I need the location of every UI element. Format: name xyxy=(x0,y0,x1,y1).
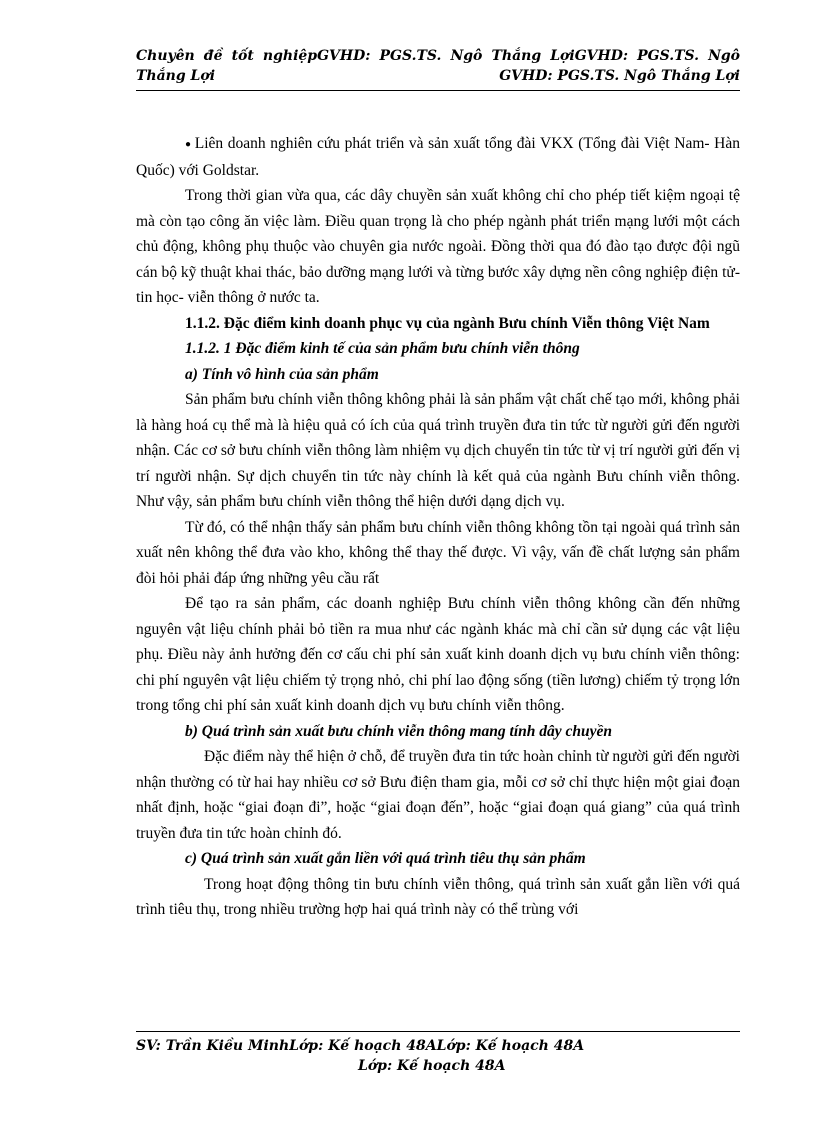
document-body xyxy=(136,131,740,923)
bullet-paragraph xyxy=(136,131,740,183)
paragraph-intangible-product: Sản phẩm bưu chính viễn thông không phải là sản phẩm vật chất chế tạo mới, không phải là hàng hoá cụ thể mà là hiệu quả có ích của quá trình truyền đưa tin tức từ người gửi đến người nhận. Các cơ sở bưu chính viễn thông làm nhiệm vụ dịch chuyển tin tức từ vị trí người gửi đến vị trí người nhận. Sự dịch chuyển tin tức này chính là kết quả của ngành Bưu chính viễn thông. Như vậy, sản phẩm bưu chính viễn thông thể hiện dưới dạng dịch vụ. xyxy=(136,391,740,510)
paragraph-chain-process: Đặc điểm này thể hiện ở chỗ, để truyền đưa tin tức hoàn chỉnh từ người gửi đến người nhận thường có từ hai hay nhiều cơ sở Bưu điện tham gia, mỗi cơ sở chỉ thực hiện một giai đoạn nhất định, hoặc “giai đoạn đi”, hoặc “giai đoạn đến”, hoặc “giai đoạn quá giang” của quá trình truyền đưa tin tức hoàn chỉnh đó. xyxy=(136,748,740,842)
footer-line-1: SV: Trần Kiều MinhLớp: Kế hoạch 48ALớp: Kế hoạch 48A xyxy=(136,1038,585,1054)
subsection-heading: 1.1.2. 1 Đặc điểm kinh tế của sản phẩm bưu chính viễn thông xyxy=(185,340,580,357)
page-header xyxy=(136,46,740,86)
header-line-2-right: GVHD: PGS.TS. Ngô Thắng Lợi xyxy=(499,68,740,84)
paragraph-cost-structure: Để tạo ra sản phẩm, các doanh nghiệp Bưu chính viễn thông không cần đến những nguyên vật liệu chính phải bỏ tiền ra mua như các ngành khác mà chỉ cần sử dụng các vật liệu phụ. Điều này ảnh hưởng đến cơ cấu chi phí sản xuất kinh doanh dịch vụ bưu chính viễn thông: chi phí nguyên vật liệu chiếm tỷ trọng nhỏ, chi phí lao động sống (tiền lương) chiếm tỷ trọng lớn trong tổng chi phí sản xuất kinh doanh dịch vụ bưu chính viễn thông. xyxy=(136,595,740,714)
section-heading: 1.1.2. Đặc điểm kinh doanh phục vụ của ngành Bưu chính Viễn thông Việt Nam xyxy=(185,314,710,332)
point-heading-a: a) Tính vô hình của sản phẩm xyxy=(185,365,379,383)
bullet-text: Liên doanh nghiên cứu phát triển và sản xuất tổng đài VKX (Tổng đài Việt Nam- Hàn Quốc) với Goldstar. xyxy=(136,135,740,179)
paragraph-production-consumption: Trong hoạt động thông tin bưu chính viễn thông, quá trình sản xuất gắn liền với quá trình tiêu thụ, trong nhiều trường hợp hai quá trình này có thể trùng với xyxy=(136,875,740,918)
header-divider xyxy=(136,90,740,91)
page-footer xyxy=(136,1036,740,1076)
footer-line-2: Lớp: Kế hoạch 48A xyxy=(358,1058,506,1074)
bullet-icon: ● xyxy=(185,139,192,150)
footer-divider xyxy=(136,1031,740,1032)
header-line-2-left: Thắng Lợi xyxy=(136,68,216,84)
header-line-1: Chuyên đề tốt nghiệpGVHD: PGS.TS. Ngô Thắng LợiGVHD: PGS.TS. Ngô xyxy=(136,48,740,64)
point-heading-c: c) Quá trình sản xuất gắn liền với quá trình tiêu thụ sản phẩm xyxy=(185,850,586,867)
header-line-2 xyxy=(136,66,740,86)
point-heading-b: b) Quá trình sản xuất bưu chính viễn thông mang tính dây chuyền xyxy=(185,722,613,740)
paragraph-no-storage: Từ đó, có thể nhận thấy sản phẩm bưu chính viễn thông không tồn tại ngoài quá trình sản xuất nên không thể đưa vào kho, không thể thay thế được. Vì vậy, vấn đề chất lượng sản phẩm đòi hỏi phải đáp ứng những yêu cầu rất xyxy=(136,518,740,587)
paragraph-production-lines: Trong thời gian vừa qua, các dây chuyền sản xuất không chỉ cho phép tiết kiệm ngoại tệ mà còn tạo công ăn việc làm. Điều quan trọng là cho phép ngành phát triển mạng lưới một cách chủ động, không phụ thuộc vào chuyên gia nước ngoài. Đồng thời qua đó đào tạo được đội ngũ cán bộ kỹ thuật khai thác, bảo dưỡng mạng lưới và từng bước xây dựng nền công nghiệp điện tử- tin học- viễn thông ở nước ta. xyxy=(136,187,740,306)
